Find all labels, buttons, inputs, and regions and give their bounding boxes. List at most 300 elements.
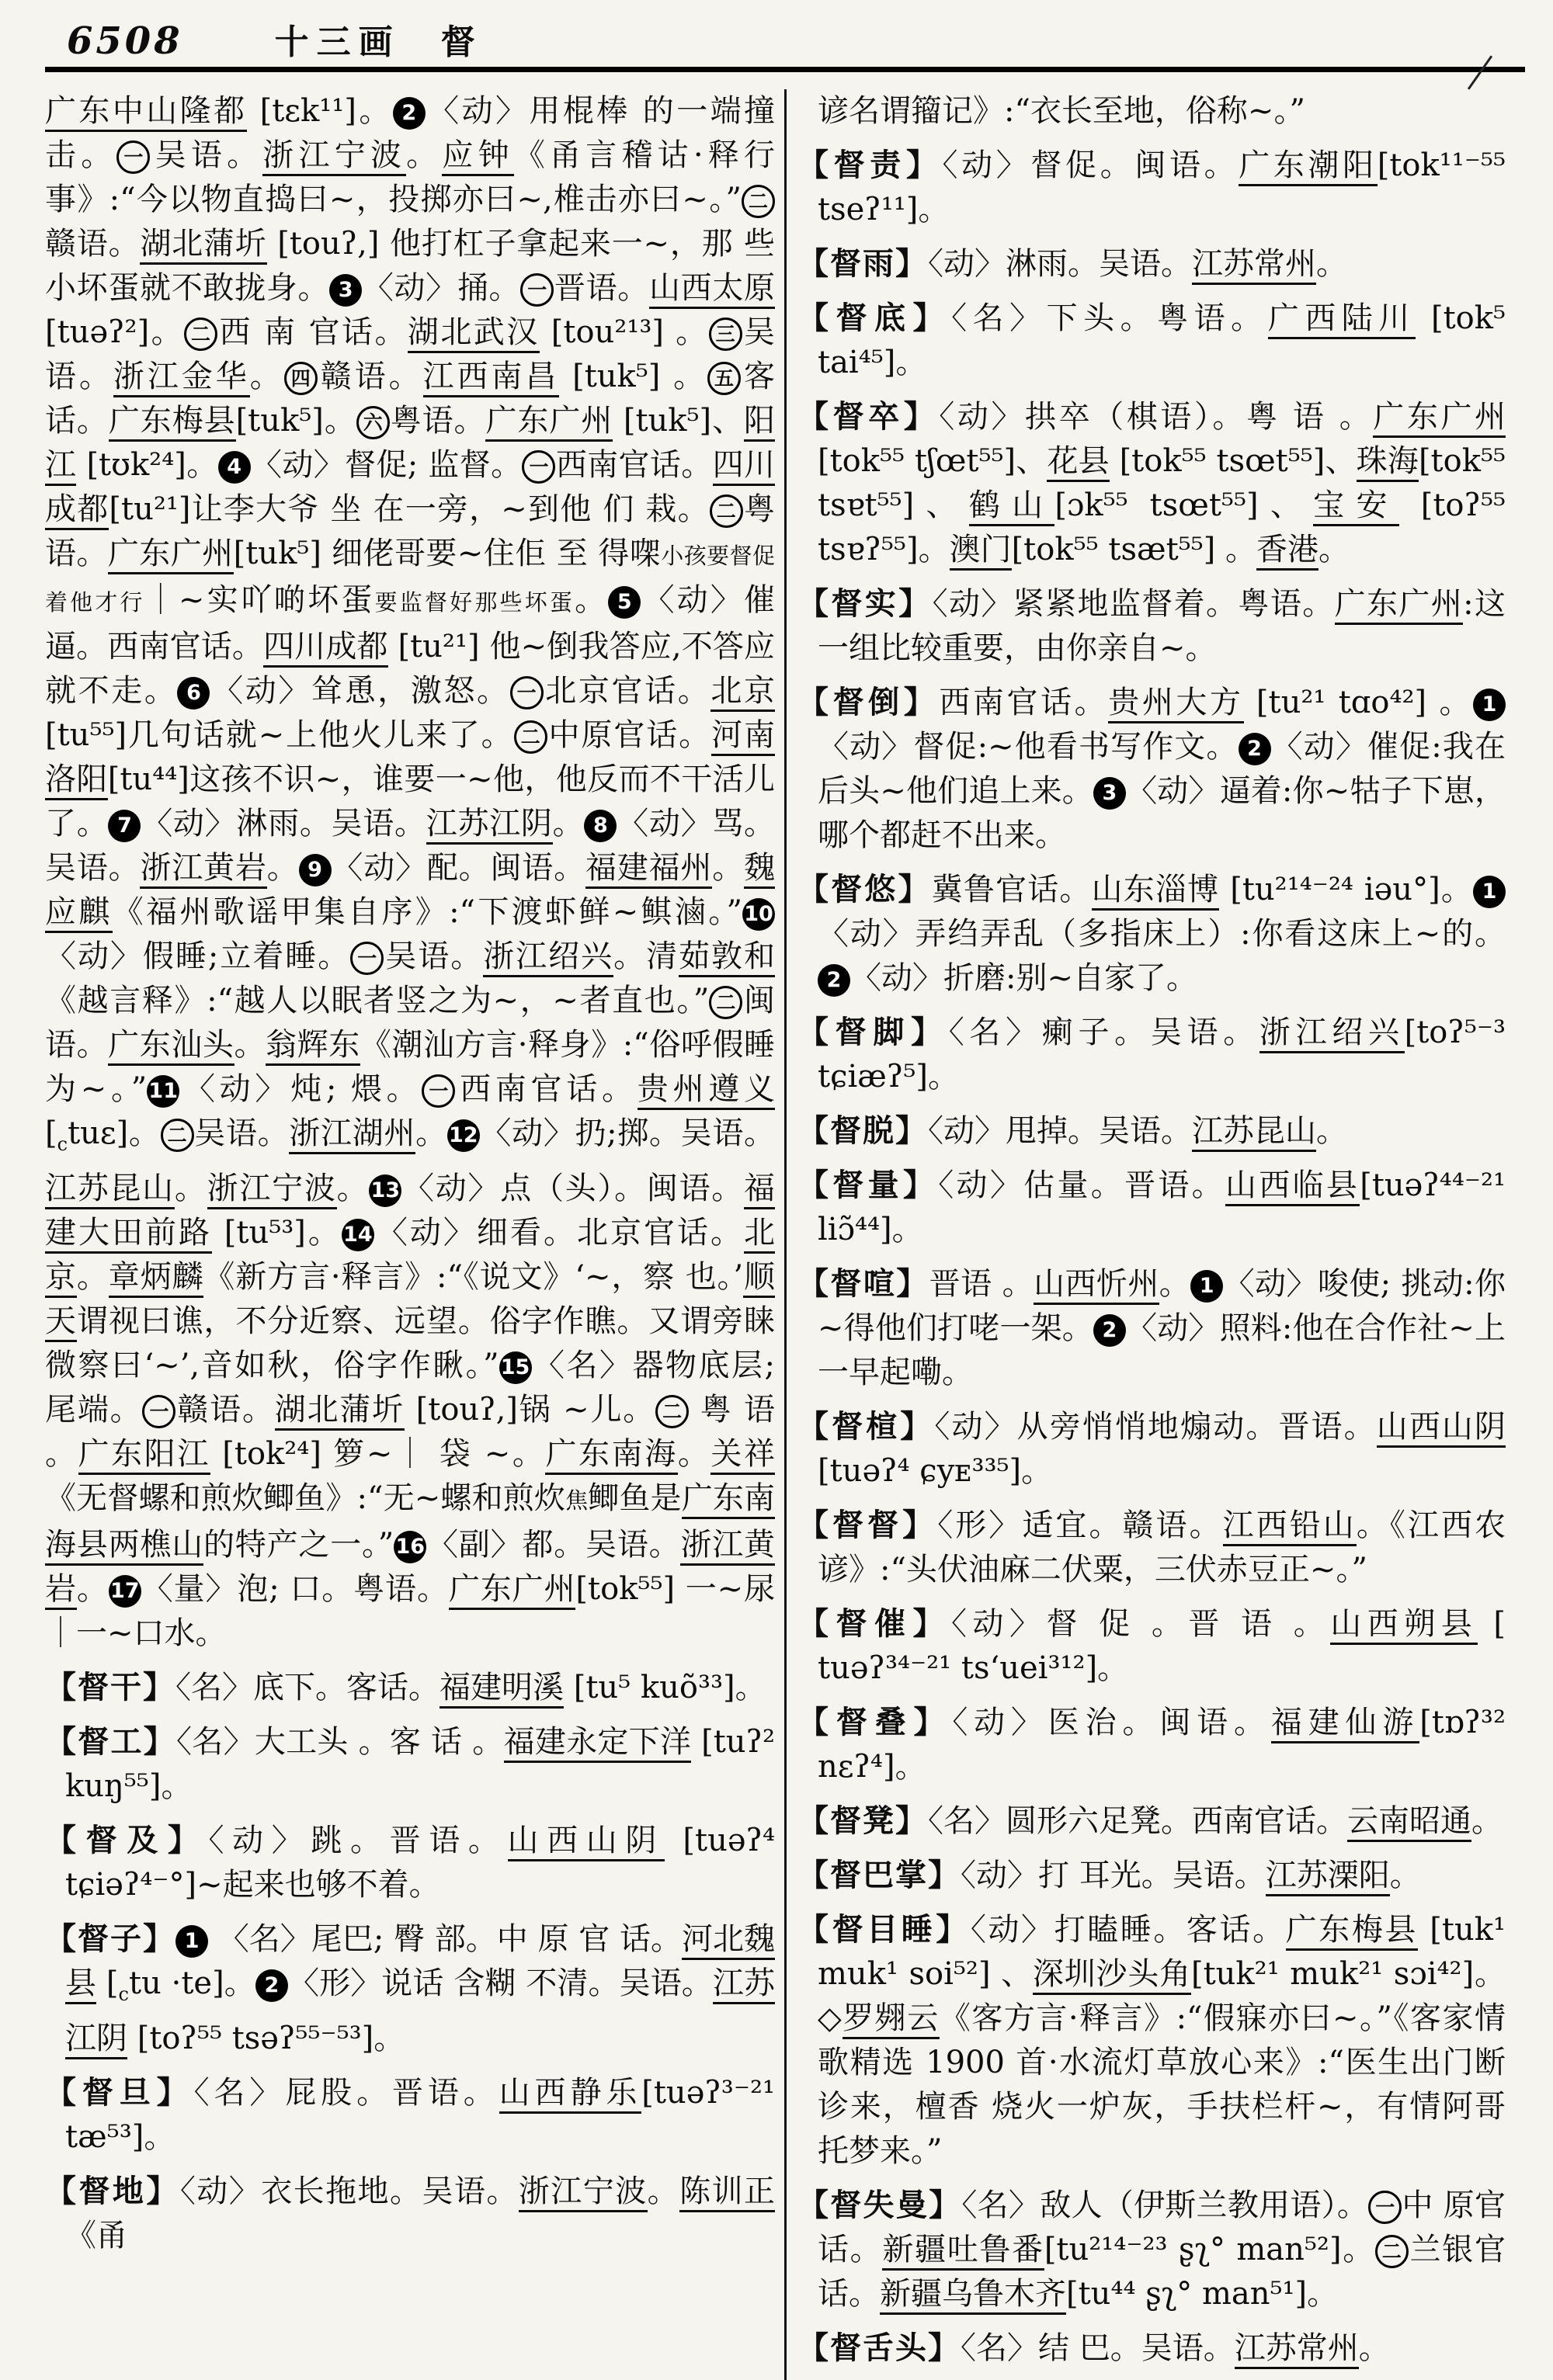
place-name-underlined: 福建福州: [585, 850, 712, 889]
text-run: 〈形〉说话 含糊 不清。吴语。: [287, 1965, 713, 2001]
text-run: [tu²¹]让李大爷 坐 在一旁，~到他 们 栽。: [109, 491, 710, 527]
text-run: 〈动〉耸恿，激怒。: [210, 673, 510, 709]
dialect-subsense-icon: 五: [707, 362, 741, 395]
text-run: 的特产之一。”: [203, 1527, 394, 1563]
place-name-underlined: 宝安: [1313, 487, 1399, 526]
entry-headword: 【督悠】: [797, 871, 932, 907]
place-name-underlined: 山西静乐: [499, 2075, 642, 2114]
entry-headword: 【督楦】: [797, 1408, 935, 1445]
text-run: 北京官话。: [543, 673, 711, 709]
place-name-underlined: 浙江宁波: [519, 2174, 648, 2212]
text-run: 〈副〉都。吴语。: [426, 1527, 681, 1563]
text-run: 。: [76, 1259, 109, 1295]
place-name-underlined: 江苏溧阳: [1266, 1858, 1390, 1896]
entry-duzu: [797, 394, 1506, 572]
text-run: 〈动〉督促; 监督。: [250, 447, 523, 483]
text-run: 《无督螺和煎炊鲫鱼》:“无~螺和煎炊: [45, 1480, 566, 1516]
text-run: 〈动〉督促。闽语。: [942, 147, 1239, 183]
place-name-underlined: 福建大田前路: [45, 1171, 775, 1254]
place-name-underlined: 新疆乌鲁木齐: [880, 2276, 1066, 2315]
place-name-underlined: 江苏江阴: [65, 1965, 775, 2059]
text-run: [tuk¹ muk¹ soi⁵²] 、: [818, 1912, 1506, 1992]
text-run: 〈动〉淋雨。吴语。: [928, 246, 1192, 282]
text-run: 〈名〉大工头 。客 话 。: [176, 1724, 504, 1760]
sense-number-icon: 4: [218, 451, 251, 484]
place-name-underlined: 江苏昆山: [45, 1171, 175, 1209]
entry-dugan: [45, 1665, 775, 1710]
entry-headword: 【督雨】: [797, 245, 928, 282]
entry-dushetou: [797, 2326, 1506, 2371]
sense-number-icon: 2: [1239, 733, 1271, 765]
text-run: 〈量〉泡; 口。粤语。: [141, 1571, 449, 1607]
sense-number-icon: 1: [1190, 1270, 1223, 1303]
text-run: 〈动〉跳。晋语。: [208, 1823, 508, 1858]
sense-number-icon: 10: [742, 898, 775, 931]
text-run: 。: [1316, 246, 1347, 282]
text-run: [tuk⁵]、: [613, 403, 745, 439]
dialect-subsense-icon: 二: [655, 1395, 689, 1428]
sense-number-icon: 3: [1093, 777, 1126, 810]
dialect-subsense-icon: 一: [142, 1395, 175, 1428]
text-run: 〈动〉弄绉弄乱（多指床上）:你看这床上~的。: [818, 916, 1506, 952]
text-run: 。: [1358, 2330, 1390, 2366]
dialect-subsense-icon: 二: [514, 720, 547, 754]
text-run: 粤语。: [45, 491, 776, 571]
place-name-underlined: 广东南海县两樵山: [45, 1480, 775, 1566]
place-name-underlined: 山西太原: [649, 270, 775, 309]
sense-number-icon: 17: [109, 1575, 141, 1608]
text-run: 。: [1159, 1266, 1191, 1302]
place-name-underlined: 江苏昆山: [1192, 1113, 1316, 1152]
text-run: 《甬: [65, 2218, 127, 2253]
place-name-underlined: 河北魏县: [65, 1921, 775, 2004]
text-run: tuɛ]。: [68, 1115, 161, 1151]
text-run: 。: [552, 806, 585, 841]
text-run: 〈名〉结 巴。吴语。: [961, 2330, 1235, 2366]
place-name-underlined: 珠海: [1357, 443, 1419, 482]
text-run: 西南官话。: [455, 1071, 638, 1107]
text-run: 〈动〉折磨:别~自家了。: [850, 960, 1197, 996]
entry-duliang: [797, 1163, 1506, 1252]
text-run: [: [45, 1115, 57, 1151]
place-name-underlined: 山西山阴: [1377, 1409, 1506, 1448]
text-run: 。清: [613, 938, 679, 974]
place-name-underlined: 广东广州: [108, 536, 234, 574]
text-run: ｜~实吖啲坏蛋: [144, 582, 375, 618]
text-run: [tu²¹ tɑo⁴²] 。: [1243, 685, 1474, 720]
entry-headword: 【督喧】: [797, 1265, 929, 1302]
text-run: [tu⁴⁴]这孩不识~，谁要一~他，他反而不干活儿了。: [45, 762, 775, 841]
entry-dudeng: [797, 1799, 1506, 1844]
text-run: 〈动〉细看。北京官话。: [373, 1215, 744, 1251]
text-run: 〈动〉打瞌睡。客话。: [970, 1912, 1286, 1948]
sense-number-icon: 15: [499, 1351, 532, 1384]
text-run: 〈动〉估量。晋语。: [938, 1167, 1225, 1203]
page-number: 6508: [67, 19, 183, 63]
text-run: [tok¹¹⁻⁵⁵ tseʔ¹¹]。: [818, 147, 1506, 227]
sense-number-icon: 2: [393, 97, 426, 130]
text-run: 〈动〉紧紧地监督着。粤语。: [932, 586, 1335, 622]
text-run: [tuʔ² kuŋ⁵⁵]。: [65, 1724, 776, 1804]
entry-headword: 【督失曼】: [797, 2187, 962, 2223]
text-run: 〈名〉圆形六足凳。西南官话。: [928, 1803, 1347, 1839]
dialect-subsense-icon: 一: [520, 273, 554, 307]
place-name-underlined: 顺天: [45, 1259, 775, 1342]
sense-number-icon: 6: [177, 677, 210, 709]
text-run: [tu⁵ kuõ³³]。: [564, 1670, 766, 1705]
place-name-underlined: 江西南昌: [423, 359, 560, 397]
entry-dubazhang: [797, 1853, 1506, 1898]
text-run: tu ·te]。: [128, 1965, 255, 2001]
text-run: 〈动〉催促:我在后头~他们追上来。: [818, 729, 1506, 809]
headword-label: 督: [440, 23, 475, 62]
text-run: 〈动〉用棍棒 的一端撞击。: [45, 93, 776, 173]
text-run: 。: [1316, 1113, 1347, 1149]
entry-headword: 【督旦】: [45, 2074, 194, 2111]
text-run: [tuəʔ⁴ ɕyᴇ³³⁵]。: [818, 1453, 1053, 1489]
text-run: 〈名〉下头。粤语。: [951, 300, 1268, 336]
place-name-underlined: 广东广州: [1335, 586, 1464, 625]
dialect-subsense-icon: 二: [161, 1119, 194, 1152]
text-run: [tok⁵⁵ tsɐt⁵⁵]、: [818, 443, 1506, 523]
dialect-subsense-icon: 一: [422, 1074, 455, 1108]
dialect-subsense-icon: 三: [709, 317, 742, 351]
text-run: 。: [76, 1571, 109, 1607]
entry-headword: 【督脚】: [797, 1014, 949, 1050]
gloss-small-text: 小孩要督促着他才行: [45, 543, 776, 616]
text-run: 〈动〉甩掉。吴语。: [928, 1113, 1192, 1149]
place-name-underlined: 香港: [1256, 532, 1318, 571]
text-run: 。: [575, 582, 609, 618]
text-run: [ tuəʔ³⁴⁻²¹ ts‘uei³¹²]。: [818, 1606, 1506, 1686]
entry-duxuan-last: [797, 1404, 1506, 1494]
text-run: 〈动〉督 促 。晋 语 。: [950, 1606, 1331, 1642]
text-run: 〈动〉骂。吴语。: [45, 806, 776, 886]
dialect-subsense-icon: 二: [709, 986, 742, 1019]
text-run: 《福州歌谣甲集自序》:“下渡虾鲜~鲯滷。”: [112, 894, 743, 930]
entry-dugong: [45, 1719, 775, 1809]
text-run: [tok⁵ tai⁴⁵]。: [818, 300, 1506, 380]
place-name-underlined: 湖北蒲圻: [140, 226, 266, 265]
dialect-subsense-icon: 一: [522, 450, 555, 484]
place-name-underlined: 章炳麟: [109, 1259, 204, 1298]
text-run: 赣语。: [45, 226, 141, 262]
text-columns: [45, 89, 1525, 2380]
entry-dujiao: [797, 1010, 1506, 1099]
header-rule: [45, 67, 1525, 72]
text-run: 晋语。: [554, 270, 649, 306]
place-name-underlined: 浙江黄岩: [45, 1527, 775, 1610]
text-run: 〈动〉打 耳光。吴语。: [961, 1858, 1266, 1893]
text-run: [tuəʔ²]。: [45, 314, 185, 350]
entry-dudie: [797, 1700, 1506, 1789]
text-run: 《新方言·释言》:“《说文》‘~，察 也。’: [203, 1259, 744, 1295]
dialect-subsense-icon: 一: [510, 676, 544, 709]
text-run: 〈动〉从旁悄悄地煽动。晋语。: [934, 1409, 1377, 1445]
entry-headword: 【督督】: [797, 1507, 938, 1543]
dialect-subsense-icon: 一: [350, 942, 384, 975]
text-run: [tuk⁵] 。: [559, 359, 708, 394]
entry-headword: 【督凳】: [797, 1802, 928, 1839]
text-run: [tuk⁵]。: [235, 403, 356, 439]
text-run: 闽语。: [45, 983, 776, 1063]
text-run: 。: [415, 1115, 447, 1151]
place-name-underlined: 茹敦和: [679, 938, 775, 977]
dialect-subsense-icon: 四: [284, 362, 318, 395]
entry-dudi-continuation: [797, 89, 1506, 134]
text-run: 〈动〉医治。闽语。: [952, 1705, 1271, 1740]
text-run: 赣语。: [175, 1392, 275, 1428]
sense-number-icon: 11: [147, 1075, 179, 1108]
place-name-underlined: 广东广州: [1373, 399, 1506, 438]
text-run: 客话。: [45, 359, 776, 439]
place-name-underlined: 浙江宁波: [262, 137, 406, 176]
sense-number-icon: 3: [329, 274, 362, 307]
text-run: 。: [677, 1436, 711, 1472]
dialect-subsense-icon: 二: [710, 494, 743, 528]
place-name-underlined: 魏应麒: [45, 850, 775, 933]
sense-number-icon: 1: [1473, 689, 1506, 721]
column-divider: [784, 89, 787, 2380]
text-run: [tu⁴⁴ ʂʅ° man⁵¹]。: [1066, 2276, 1339, 2312]
place-name-underlined: 深圳沙头角: [1033, 1956, 1191, 1995]
text-run: 中原官话。: [547, 717, 712, 753]
text-run: 〈名〉器物底层; 尾端。: [45, 1348, 776, 1428]
text-run: 西 南 官话。: [217, 314, 408, 350]
text-run: 。: [647, 2174, 680, 2209]
dialect-subsense-icon: 二: [184, 317, 217, 351]
text-run: [tɛk¹¹]。: [247, 93, 393, 129]
place-name-underlined: 云南昭通: [1347, 1803, 1471, 1842]
text-run: 。: [174, 1171, 207, 1206]
entry-duji: [45, 1818, 775, 1907]
sense-number-icon: 16: [394, 1531, 426, 1563]
entry-dudao: [797, 680, 1506, 858]
dialect-subsense-icon: 一: [116, 141, 150, 174]
entry-du-continuation: [45, 89, 775, 1656]
entry-headword: 【督及】: [45, 1822, 209, 1858]
entry-headword: 【督责】: [797, 147, 943, 183]
sense-number-icon: 1: [175, 1925, 208, 1958]
place-name-underlined: 广东梅县: [1286, 1912, 1418, 1951]
sense-number-icon: 1: [1473, 876, 1506, 908]
place-name-underlined: 关祥: [710, 1436, 775, 1475]
text-run: [toʔ⁵⁻³ tɕiæʔ⁵]。: [818, 1015, 1506, 1095]
text-run: 。: [266, 850, 299, 886]
place-name-underlined: 广东阳江: [78, 1436, 210, 1475]
entry-dutuo: [797, 1108, 1506, 1154]
text-run: 吴语。: [193, 1115, 290, 1151]
text-run: 冀鲁官话。: [931, 872, 1092, 907]
text-run: 粤语。: [389, 403, 486, 439]
text-run: [tuəʔ⁴⁴⁻²¹ liɔ̃⁴⁴]。: [818, 1167, 1506, 1247]
entry-dudan: [45, 2070, 775, 2160]
text-run: 《潮汕方言·释身》:“俗呼假睡为~。”: [45, 1027, 776, 1107]
sense-number-icon: 2: [818, 964, 850, 997]
text-run: 。《江西农谚》:“头伏油麻二伏粟，三伏赤豆正~。”: [818, 1507, 1506, 1587]
left-column: [45, 89, 775, 2380]
entry-duxuan: [797, 1261, 1506, 1395]
text-run: [tok²⁴] 箩~｜ 袋 ~。: [210, 1436, 546, 1472]
place-name-underlined: 广西陆川: [1268, 300, 1416, 339]
text-run: 〈名〉尾巴; 臀 部。中 原 官 话。: [208, 1921, 682, 1957]
text-run: 〈动〉点（头）。闽语。: [401, 1171, 745, 1206]
text-run: 赣语。: [317, 359, 423, 394]
entry-headword: 【督地】: [45, 2173, 180, 2209]
entry-dumushui: [797, 1907, 1506, 2174]
place-name-underlined: 陈训正: [679, 2174, 775, 2212]
place-name-underlined: 山西山阴: [508, 1823, 665, 1861]
dialect-subsense-icon: 六: [356, 406, 390, 439]
text-run: 中 原官话。: [818, 2187, 1506, 2267]
text-run: 〈动〉拱卒（棋语）。粤 语 。: [939, 399, 1374, 435]
sense-number-icon: 13: [369, 1174, 401, 1207]
place-name-underlined: 浙江黄岩: [140, 850, 266, 889]
text-run: [tʊk²⁴]。: [76, 447, 218, 483]
text-run: 〈动〉假睡;立着睡。: [45, 938, 351, 974]
text-run: 。: [234, 1027, 266, 1063]
place-name-underlined: 广东汕头: [108, 1027, 234, 1066]
text-run: [tɒʔ³² nɛʔ⁴]。: [818, 1705, 1506, 1785]
entry-headword: 【督巴掌】: [797, 1857, 961, 1893]
place-name-underlined: 浙江宁波: [207, 1171, 337, 1209]
place-name-underlined: 山西临县: [1225, 1167, 1360, 1206]
text-run: [: [96, 1965, 119, 2001]
text-run: 。: [1389, 1858, 1421, 1893]
place-name-underlined: 浙江绍兴: [483, 938, 613, 977]
place-name-underlined: 北京: [710, 673, 775, 712]
text-run: [ɔk⁵⁵ tsœt⁵⁵]、: [1054, 487, 1314, 523]
text-run: 《越言释》:“越人以眠者竖之为~，~者直也。”: [45, 983, 710, 1018]
text-run: 〈形〉适宜。赣语。: [937, 1507, 1223, 1543]
place-name-underlined: 江苏常州: [1192, 246, 1316, 285]
text-run: 。: [1471, 1803, 1503, 1839]
place-name-underlined: 浙江湖州: [289, 1115, 415, 1154]
place-name-underlined: 罗翙云: [843, 2000, 940, 2039]
text-run: [tu⁵⁵]几句话就~上他火儿来了。: [45, 717, 514, 753]
place-name-underlined: 四川成都: [263, 629, 388, 668]
entry-dudi: [45, 2169, 775, 2258]
text-run: 〈动〉唆使; 挑动:你~得他们打咾一架。: [818, 1266, 1506, 1346]
text-run: 《甬言稽诂·释行事》:“今以物直捣曰~，投掷亦曰~,椎击亦曰~。”: [45, 137, 776, 217]
stroke-section-label: 十三画: [274, 23, 401, 62]
dialect-subsense-icon: 二: [742, 185, 775, 218]
place-name-underlined: 福建永定下洋: [504, 1724, 692, 1763]
sense-number-icon: 2: [1093, 1314, 1126, 1347]
place-name-underlined: 新疆吐鲁番: [882, 2232, 1044, 2271]
entry-headword: 【督子】: [45, 1920, 176, 1957]
text-run: [tu⁵³]。: [212, 1215, 342, 1251]
text-run: [touʔ,] 他打杠子拿起来一~，那 些小坏蛋就不敢拢身。: [45, 226, 776, 306]
text-run: [tok⁵⁵ tʃœt⁵⁵]、: [818, 443, 1047, 479]
place-name-underlined: 江苏江阴: [426, 806, 553, 845]
place-name-underlined: 花县: [1047, 443, 1109, 482]
text-run: :这一组比较重要，由你亲自~。: [818, 586, 1506, 666]
text-run: 《客方言·释言》:“假寐亦曰~。”《客家情歌精选 1900 首·水流灯草放心来》:“医生出门断诊来，檀香 烧火一炉灰，手扶栏杆~，有情阿哥托梦来。”: [818, 2000, 1506, 2169]
text-run: 〈动〉淋雨。吴语。: [141, 806, 426, 841]
entry-headword: 【督实】: [797, 585, 933, 622]
entry-headword: 【督叠】: [797, 1704, 953, 1740]
entry-headword: 【督催】: [797, 1605, 951, 1642]
text-run: 〈名〉瘌子。吴语。: [948, 1015, 1259, 1050]
gloss-small-text: 要监督好那些坏蛋: [374, 589, 575, 616]
dialect-subsense-icon: 二: [1375, 2235, 1409, 2268]
text-run: 〈动〉炖; 煨。: [179, 1071, 422, 1107]
entry-headword: 【督脱】: [797, 1112, 928, 1149]
place-name-underlined: 福建仙游: [1271, 1705, 1419, 1743]
place-name-underlined: 广东梅县: [109, 403, 236, 442]
text-run: [tuk⁵] 细佬哥要~住佢 至 得㗎: [233, 536, 662, 571]
place-name-underlined: 四川成都: [45, 447, 775, 530]
entry-dushiman: [797, 2183, 1506, 2316]
text-run: 〈动〉衣长拖地。吴语。: [179, 2174, 519, 2209]
text-run: 〈名〉底下。客话。: [175, 1670, 439, 1705]
entry-headword: 【督干】: [45, 1669, 175, 1705]
place-name-underlined: 河南洛阳: [45, 717, 775, 800]
text-run: 〈动〉催逼。西南官话。: [45, 582, 776, 664]
place-name-underlined: 翁辉东: [266, 1027, 360, 1066]
text-run: 。: [712, 850, 745, 886]
place-name-underlined: 鹤山: [969, 487, 1055, 526]
text-run: [tou²¹³] 。: [539, 314, 709, 350]
place-name-underlined: 江苏常州: [1235, 2330, 1359, 2369]
place-name-underlined: 广东广州: [485, 403, 613, 442]
entry-dushi: [797, 581, 1506, 671]
place-name-underlined: 广东中山隆都: [45, 93, 247, 132]
place-name-underlined: 贵州大方: [1108, 685, 1243, 723]
text-run: [toʔ⁵⁵ tsɐʔ⁵⁵]。: [818, 487, 1506, 567]
entry-headword: 【督工】: [45, 1723, 177, 1760]
text-run: 兰银官话。: [818, 2232, 1506, 2312]
sense-number-icon: 2: [255, 1969, 288, 2002]
place-name-underlined: 北京: [45, 1215, 775, 1298]
text-run: 谚名谓籀记》:“衣长至地，俗称~。”: [818, 93, 1305, 129]
text-run: 。: [406, 137, 443, 173]
entry-headword: 【督卒】: [797, 398, 940, 435]
entry-dudu: [797, 1503, 1506, 1592]
text-run: 吴语。: [150, 137, 263, 173]
entry-duyu-rain: [797, 241, 1506, 286]
place-name-underlined: 贵州遵义: [638, 1071, 775, 1110]
gloss-small-text: 焦: [565, 1487, 589, 1514]
text-run: [tok⁵⁵ tsæt⁵⁵] 。: [1011, 532, 1257, 567]
entry-ducui: [797, 1601, 1506, 1691]
text-run: 〈动〉配。闽语。: [331, 850, 585, 886]
text-run: 〈动〉捅。: [362, 270, 521, 306]
tone-subscript: c: [118, 1983, 129, 2005]
text-run: [tok⁵⁵ tsœt⁵⁵]、: [1109, 443, 1357, 479]
text-run: 〈动〉照料:他在合作社~上一早起嘞。: [818, 1310, 1506, 1390]
text-run: [tok⁵⁵] 一~尿｜一~口水。: [45, 1571, 776, 1651]
place-name-underlined: 浙江金华: [113, 359, 250, 397]
place-name-underlined: 阳江: [45, 403, 775, 486]
sense-number-icon: 5: [608, 586, 641, 619]
place-name-underlined: 应钟: [442, 137, 513, 176]
place-name-underlined: 广东广州: [449, 1571, 576, 1610]
place-name-underlined: 福建明溪: [439, 1670, 564, 1709]
entry-headword: 【督量】: [797, 1167, 939, 1203]
text-run: [tu²¹⁴⁻²³ ʂʅ° man⁵²]。: [1044, 2232, 1375, 2267]
text-run: 。: [1318, 532, 1350, 567]
text-run: 〈名〉屁股。晋语。: [193, 2075, 499, 2111]
place-name-underlined: 湖北武汉: [408, 314, 540, 353]
sense-number-icon: 8: [584, 810, 617, 842]
text-run: [tuəʔ⁴ tɕiəʔ⁴⁻°]~起来也够不着。: [65, 1823, 775, 1903]
text-run: 〈动〉督促:~他看书写作文。: [818, 729, 1239, 765]
place-name-underlined: 湖北蒲圻: [275, 1392, 405, 1431]
text-run: [tuk²¹ muk²¹ sɔi⁴²]。◇: [818, 1956, 1506, 2036]
text-run: 吴语。: [384, 938, 484, 974]
